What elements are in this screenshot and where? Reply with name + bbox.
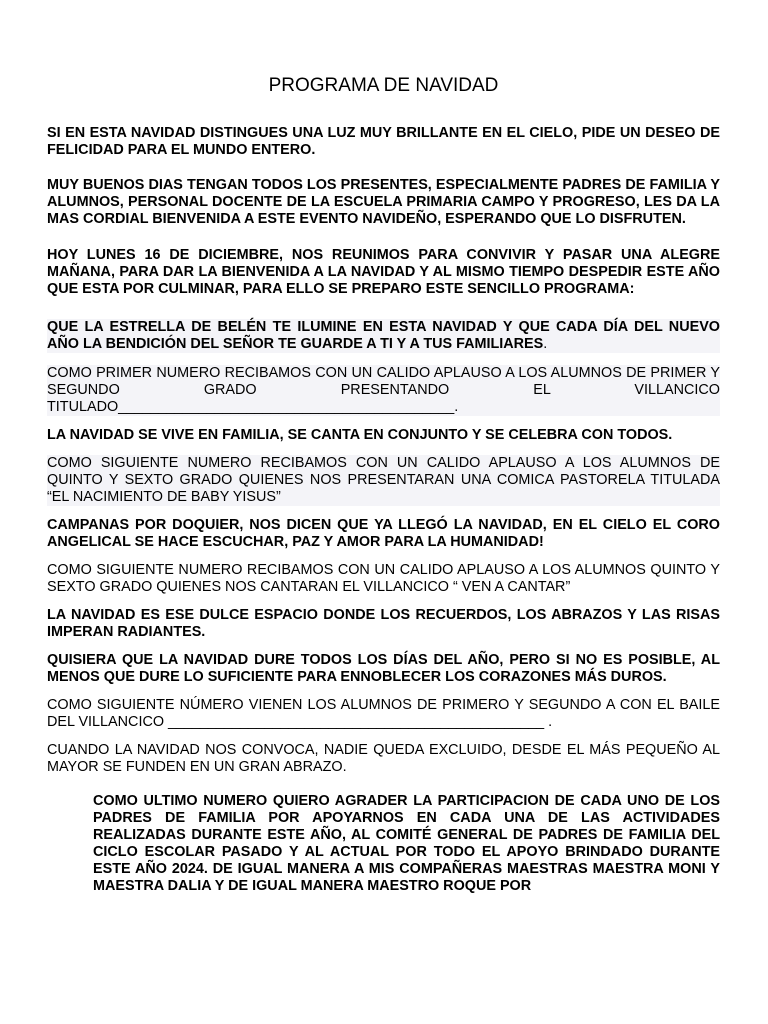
paragraph-today: HOY LUNES 16 DE DICIEMBRE, NOS REUNIMOS PARA CONVIVIR Y PASAR UNA ALEGRE MAÑANA, PARA DAR LA BIENVENIDA A LA NAVIDAD Y AL MISMO TIEMPO DESPEDIR ESTE AÑO QUE ESTA POR CULMINAR, PARA ELLO SE PREPARO ESTE SENCILLO PROGRAMA:: [47, 247, 720, 297]
paragraph-wish-all-year: QUISIERA QUE LA NAVIDAD DURE TODOS LOS DÍAS DEL AÑO, PERO SI NO ES POSIBLE, AL MENOS QUE DURE LO SUFICIENTE PARA ENNOBLECER LOS CORAZONES MÁS DUROS.: [47, 652, 720, 685]
page-title: PROGRAMA DE NAVIDAD: [268, 75, 499, 96]
paragraph-nobody-excluded: CUANDO LA NAVIDAD NOS CONVOCA, NADIE QUEDA EXCLUIDO, DESDE EL MÁS PEQUEÑO AL MAYOR SE FUNDEN EN UN GRAN ABRAZO.: [47, 742, 720, 775]
paragraph-sweet-space: LA NAVIDAD ES ESE DULCE ESPACIO DONDE LOS RECUERDOS, LOS ABRAZOS Y LAS RISAS IMPERAN RADIANTES.: [47, 607, 720, 640]
paragraph-bells: CAMPANAS POR DOQUIER, NOS DICEN QUE YA LLEGÓ LA NAVIDAD, EN EL CIELO EL CORO ANGELICAL SE HACE ESCUCHAR, PAZ Y AMOR PARA LA HUMANIDAD!: [47, 517, 720, 550]
star-blessing-period: .: [543, 336, 548, 352]
paragraph-family-christmas: LA NAVIDAD SE VIVE EN FAMILIA, SE CANTA EN CONJUNTO Y SE CELEBRA CON TODOS.: [47, 427, 673, 443]
paragraph-intro-wish: SI EN ESTA NAVIDAD DISTINGUES UNA LUZ MUY BRILLANTE EN EL CIELO, PIDE UN DESEO DE FELICIDAD PARA EL MUNDO ENTERO.: [47, 125, 720, 158]
star-blessing-text: QUE LA ESTRELLA DE BELÉN TE ILUMINE EN ESTA NAVIDAD Y QUE CADA DÍA DEL NUEVO AÑO LA BENDICIÓN DEL SEÑOR TE GUARDE A TI Y A TUS FAMILIARES: [47, 319, 720, 352]
paragraph-pastorela: COMO SIGUIENTE NUMERO RECIBAMOS CON UN CALIDO APLAUSO A LOS ALUMNOS DE QUINTO Y SEXTO GRADO QUIENES NOS PRESENTARAN UNA COMICA PASTORELA TITULADA “EL NACIMIENTO DE BABY YISUS”: [47, 455, 720, 505]
paragraph-ven-a-cantar: COMO SIGUIENTE NUMERO RECIBAMOS CON UN CALIDO APLAUSO A LOS ALUMNOS QUINTO Y SEXTO GRADO QUIENES NOS CANTARAN EL VILLANCICO “ VEN A CANTAR”: [47, 562, 720, 595]
paragraph-welcome: MUY BUENOS DIAS TENGAN TODOS LOS PRESENTES, ESPECIALMENTE PADRES DE FAMILIA Y ALUMNOS, PERSONAL DOCENTE DE LA ESCUELA PRIMARIA CAMPO Y PROGRESO, LES DA LA MAS CORDIAL BIENVENIDA A ESTE EVENTO NAVIDEÑO, ESPERANDO QUE LO DISFRUTEN.: [47, 177, 720, 227]
document-page: [47, 0, 720, 895]
paragraph-last-number: COMO ULTIMO NUMERO QUIERO AGRADER LA PARTICIPACION DE CADA UNO DE LOS PADRES DE FAMILIA POR APOYARNOS EN CADA UNA DE LAS ACTIVIDADES REALIZADAS DURANTE ESTE AÑO, AL COMITÉ GENERAL DE PADRES DE FAMILIA DEL CICLO ESCOLAR PASADO Y AL ACTUAL POR TODO EL APOYO BRINDADO DURANTE ESTE AÑO 2024. DE IGUAL MANERA A MIS COMPAÑERAS MAESTRAS MAESTRA MONI Y MAESTRA DALIA Y DE IGUAL MANERA MAESTRO ROQUE POR: [93, 793, 720, 894]
paragraph-first-number: COMO PRIMER NUMERO RECIBAMOS CON UN CALIDO APLAUSO A LOS ALUMNOS DE PRIMER Y SEGUNDO GRADO PRESENTANDO EL VILLANCICO TITULADO__________________________________________.: [47, 365, 720, 415]
paragraph-dance-number: COMO SIGUIENTE NÚMERO VIENEN LOS ALUMNOS DE PRIMERO Y SEGUNDO A CON EL BAILE DEL VILLANCICO _______________________________________________ .: [47, 697, 720, 730]
paragraph-star-blessing: [47, 319, 720, 353]
